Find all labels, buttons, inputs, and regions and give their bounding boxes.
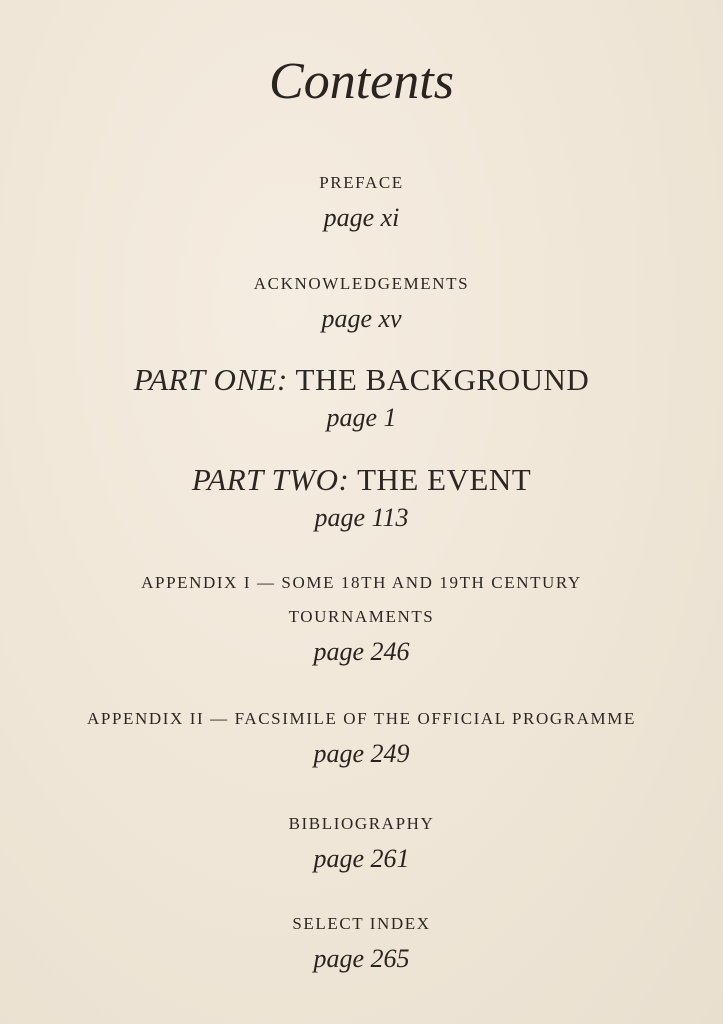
entry-page-ref: page 249 xyxy=(313,739,410,768)
entry-page-ref: page xi xyxy=(323,203,400,232)
contents-entry-part-one xyxy=(0,360,723,436)
page-title: Contents xyxy=(269,53,454,110)
entry-heading: ACKNOWLEDGEMENTS xyxy=(253,274,470,293)
entry-page-ref: page 1 xyxy=(326,403,397,432)
entry-heading: APPENDIX II — FACSIMILE OF THE OFFICIAL PROGRAMME xyxy=(87,709,636,728)
entry-heading: BIBLIOGRAPHY xyxy=(288,814,435,833)
entry-page-ref: page 261 xyxy=(313,844,410,873)
contents-entry-appendix-1 xyxy=(0,566,723,670)
contents-entry-acknowledgements xyxy=(0,267,723,337)
contents-entry-select-index xyxy=(0,907,723,977)
part-title: THE BACKGROUND xyxy=(295,362,590,397)
contents-entry-part-two xyxy=(0,460,723,536)
part-label: PART ONE: xyxy=(133,362,288,397)
entry-heading xyxy=(0,360,723,400)
entry-heading-continued: TOURNAMENTS xyxy=(288,607,435,626)
entry-page-ref: page 246 xyxy=(313,637,410,666)
entry-page-ref: page xv xyxy=(321,304,402,333)
contents-entry-appendix-2 xyxy=(0,702,723,772)
part-title: THE EVENT xyxy=(357,462,532,497)
entry-page-ref: page 265 xyxy=(313,944,410,973)
entry-heading xyxy=(0,460,723,500)
entry-page-ref: page 113 xyxy=(314,503,409,532)
part-label: PART TWO: xyxy=(191,462,350,497)
contents-entry-preface xyxy=(0,166,723,236)
entry-heading: SELECT INDEX xyxy=(292,914,431,933)
entry-heading: PREFACE xyxy=(319,173,404,192)
contents-entry-bibliography xyxy=(0,807,723,877)
entry-heading: APPENDIX I — SOME 18TH AND 19TH CENTURY xyxy=(141,573,582,592)
